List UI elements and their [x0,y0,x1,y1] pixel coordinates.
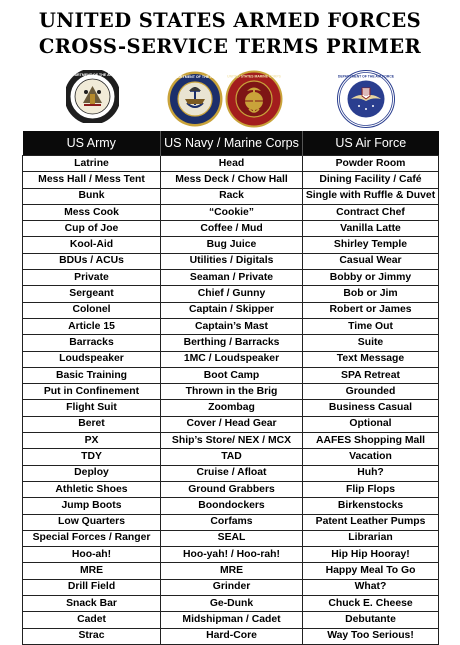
navy-marines-term-cell: SEAL [161,530,303,546]
navy-marines-term-cell: Corfams [161,514,303,530]
army-term-cell: Cadet [23,612,161,628]
air-force-term-cell: Bob or Jim [303,286,439,302]
air-force-term-cell: Vacation [303,449,439,465]
navy-marines-term-cell: 1MC / Loudspeaker [161,351,303,367]
navy-marines-term-cell: Zoombag [161,400,303,416]
navy-marines-term-cell: Hoo-yah! / Hoo-rah! [161,547,303,563]
navy-marines-term-cell: Chief / Gunny [161,286,303,302]
air-force-term-cell: Contract Chef [303,204,439,220]
army-term-cell: TDY [23,449,161,465]
table-row [23,563,439,579]
page-title-line1: UNITED STATES ARMED FORCES [38,9,422,32]
army-term-cell: Mess Hall / Mess Tent [23,172,161,188]
column-header-army: US Army [23,131,161,156]
navy-marines-term-cell: Coffee / Mud [161,221,303,237]
army-term-cell: Jump Boots [23,498,161,514]
army-seal-text: DEPARTMENT OF THE ARMY [67,72,118,77]
table-row [23,481,439,497]
army-term-cell: Low Quarters [23,514,161,530]
army-term-cell: Sergeant [23,286,161,302]
army-term-cell: Colonel [23,302,161,318]
navy-marines-term-cell: Bug Juice [161,237,303,253]
army-term-cell: Basic Training [23,367,161,383]
air-force-term-cell: Grounded [303,384,439,400]
navy-marines-term-cell: Boot Camp [161,367,303,383]
column-header-air-force: US Air Force [303,131,439,156]
air-force-term-cell: Way Too Serious! [303,628,439,644]
air-force-term-cell: Dining Facility / Café [303,172,439,188]
table-row [23,156,439,172]
marine-corps-seal-icon [225,70,283,128]
navy-seal-icon [167,71,223,127]
air-force-term-cell: SPA Retreat [303,367,439,383]
navy-marines-term-cell: Ge-Dunk [161,596,303,612]
navy-marines-term-cell: Mess Deck / Chow Hall [161,172,303,188]
army-term-cell: MRE [23,563,161,579]
navy-marines-term-cell: Head [161,156,303,172]
table-row [23,351,439,367]
air-force-term-cell: Flip Flops [303,481,439,497]
army-term-cell: Barracks [23,335,161,351]
army-term-cell: Strac [23,628,161,644]
army-term-cell: PX [23,433,161,449]
table-row [23,579,439,595]
marine-corps-seal-text: UNITED STATES MARINE CORPS [227,74,281,79]
navy-marines-term-cell: Captain / Skipper [161,302,303,318]
table-row [23,596,439,612]
army-term-cell: Beret [23,416,161,432]
air-force-term-cell: Huh? [303,465,439,481]
air-force-seal-text: DEPARTMENT OF THE AIR FORCE [337,74,395,79]
navy-marines-term-cell: Captain’s Mast [161,318,303,334]
table-row [23,221,439,237]
army-term-cell: Private [23,270,161,286]
air-force-term-cell: Time Out [303,318,439,334]
table-row [23,237,439,253]
army-seal-icon [66,70,119,123]
army-term-cell: BDUs / ACUs [23,253,161,269]
army-term-cell: Cup of Joe [23,221,161,237]
air-force-term-cell: Single with Ruffle & Duvet [303,188,439,204]
table-row [23,367,439,383]
air-force-term-cell: Birkenstocks [303,498,439,514]
air-force-term-cell: Suite [303,335,439,351]
table-row [23,400,439,416]
table-row [23,335,439,351]
army-term-cell: Loudspeaker [23,351,161,367]
air-force-term-cell: Vanilla Latte [303,221,439,237]
air-force-term-cell: Shirley Temple [303,237,439,253]
navy-marines-term-cell: Seaman / Private [161,270,303,286]
army-term-cell: Deploy [23,465,161,481]
navy-marines-term-cell: Ship’s Store/ NEX / MCX [161,433,303,449]
table-row [23,318,439,334]
table-row [23,628,439,644]
army-term-cell: Drill Field [23,579,161,595]
page-title-line2: CROSS-SERVICE TERMS PRIMER [38,35,422,58]
table-row [23,514,439,530]
army-term-cell: Hoo-ah! [23,547,161,563]
table-header-row [23,131,439,156]
table-row [23,530,439,546]
army-term-cell: Snack Bar [23,596,161,612]
table-row [23,433,439,449]
table-row [23,416,439,432]
navy-marines-term-cell: Berthing / Barracks [161,335,303,351]
table-row [23,188,439,204]
navy-seal-text: DEPARTMENT OF THE NAVY [170,75,220,79]
navy-marines-term-cell: Ground Grabbers [161,481,303,497]
table-row [23,204,439,220]
table-row [23,449,439,465]
army-term-cell: Put in Confinement [23,384,161,400]
air-force-term-cell: Chuck E. Cheese [303,596,439,612]
navy-marines-term-cell: Hard-Core [161,628,303,644]
column-header-navy-marines: US Navy / Marine Corps [161,131,303,156]
army-term-cell: Mess Cook [23,204,161,220]
table-row [23,384,439,400]
air-force-term-cell: Powder Room [303,156,439,172]
navy-marines-term-cell: Utilities / Digitals [161,253,303,269]
table-row [23,465,439,481]
army-term-cell: Latrine [23,156,161,172]
navy-marines-term-cell: Grinder [161,579,303,595]
air-force-term-cell: Optional [303,416,439,432]
air-force-seal-icon [337,70,395,128]
navy-marines-term-cell: MRE [161,563,303,579]
navy-marines-term-cell: Boondockers [161,498,303,514]
table-row [23,172,439,188]
navy-marines-term-cell: “Cookie” [161,204,303,220]
air-force-term-cell: Patent Leather Pumps [303,514,439,530]
navy-marines-term-cell: Cruise / Afloat [161,465,303,481]
army-term-cell: Article 15 [23,318,161,334]
air-force-term-cell: AAFES Shopping Mall [303,433,439,449]
air-force-term-cell: Text Message [303,351,439,367]
navy-marines-term-cell: TAD [161,449,303,465]
navy-marines-term-cell: Rack [161,188,303,204]
table-body [23,156,439,645]
air-force-term-cell: Happy Meal To Go [303,563,439,579]
navy-marines-term-cell: Cover / Head Gear [161,416,303,432]
army-term-cell: Flight Suit [23,400,161,416]
table-row [23,253,439,269]
army-term-cell: Athletic Shoes [23,481,161,497]
army-term-cell: Special Forces / Ranger [23,530,161,546]
terms-table [22,131,439,645]
navy-marines-term-cell: Midshipman / Cadet [161,612,303,628]
air-force-term-cell: Hip Hip Hooray! [303,547,439,563]
table-row [23,547,439,563]
air-force-term-cell: Librarian [303,530,439,546]
table-row [23,270,439,286]
table-row [23,612,439,628]
army-term-cell: Bunk [23,188,161,204]
table-row [23,302,439,318]
air-force-term-cell: What? [303,579,439,595]
air-force-term-cell: Debutante [303,612,439,628]
air-force-term-cell: Casual Wear [303,253,439,269]
army-term-cell: Kool-Aid [23,237,161,253]
table-row [23,286,439,302]
air-force-term-cell: Bobby or Jimmy [303,270,439,286]
air-force-term-cell: Business Casual [303,400,439,416]
table-row [23,498,439,514]
air-force-term-cell: Robert or James [303,302,439,318]
navy-marines-term-cell: Thrown in the Brig [161,384,303,400]
